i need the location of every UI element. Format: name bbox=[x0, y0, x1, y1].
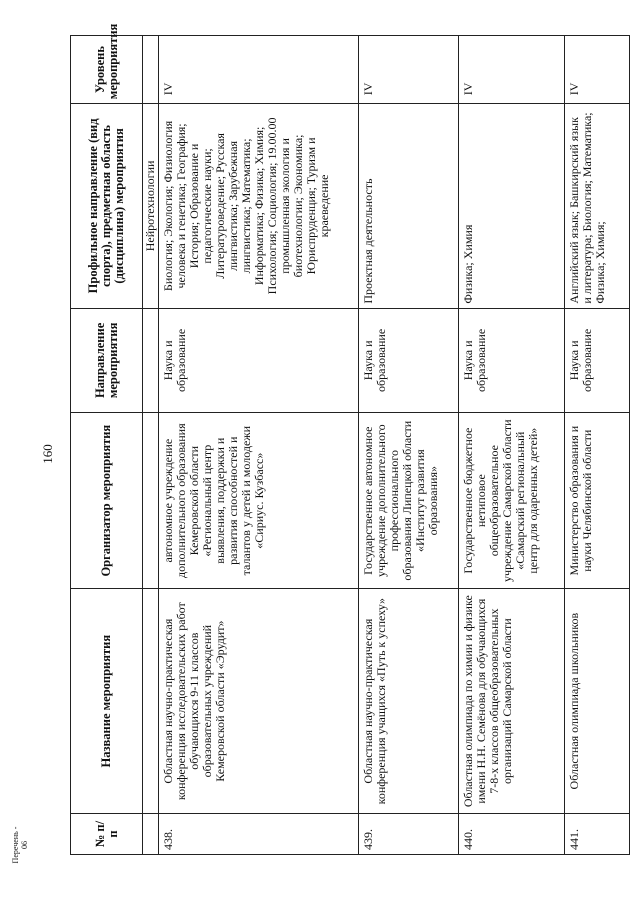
continuation-row bbox=[143, 36, 159, 855]
table-row bbox=[565, 36, 630, 855]
table-row bbox=[359, 36, 459, 855]
header-name: Название мероприятия bbox=[71, 589, 143, 814]
row-num: 438. bbox=[159, 814, 359, 855]
rotated-page bbox=[70, 23, 630, 855]
table-row bbox=[159, 36, 359, 855]
row-direction: Наука и образование bbox=[159, 308, 359, 413]
header-direction: Направление мероприятия bbox=[71, 308, 143, 413]
header-level: Уровень мероприятия bbox=[71, 36, 143, 104]
row-name: Областная научно-практическая конференция исследовательских работ обучающихся 9-11 классов образовательных учреждений Кемеровской области «Эрудит» bbox=[159, 589, 359, 814]
row-level: IV bbox=[159, 36, 359, 104]
row-organizer: автономное учреждение дополнительного образования Кемеровской области «Региональный центр выявления, поддержки и развития способностей и талантов у детей и молодежи «Сириус. Кузбасс» bbox=[159, 413, 359, 589]
header-organizer: Организатор мероприятия bbox=[71, 413, 143, 589]
row-name: Областная научно-практическая конференция учащихся «Путь к успеху» bbox=[359, 589, 459, 814]
row-num: 440. bbox=[459, 814, 565, 855]
row-organizer: Министерство образования и науки Челябинской области bbox=[565, 413, 630, 589]
footer-code: Перечень - 06 bbox=[11, 826, 29, 864]
row-level: IV bbox=[359, 36, 459, 104]
row-num: 439. bbox=[359, 814, 459, 855]
row-name: Областная олимпиада школьников bbox=[565, 589, 630, 814]
row-num: 441. bbox=[565, 814, 630, 855]
page-number: 160 bbox=[40, 444, 55, 464]
header-row bbox=[71, 36, 143, 855]
row-name: Областная олимпиада по химии и физике имени Н.Н. Семёнова для обучающихся 7-8-х классов общеобразовательных организаций Самарской области bbox=[459, 589, 565, 814]
row-organizer: Государственное автономное учреждение дополнительного профессионального образования Липецкой области «Институт развития образования» bbox=[359, 413, 459, 589]
row-direction: Наука и образование bbox=[459, 308, 565, 413]
row-profile: Проектная деятельность bbox=[359, 104, 459, 308]
row-profile: Физика; Химия bbox=[459, 104, 565, 308]
row-profile: Биология; Экология; Физиология человека и генетика; География; История; Образование и педагогические науки; Литературоведение; Русская лингвистика; Зарубежная лингвистика; Математика; Информатика; Физика; Химия; Психология; Социология; 19.00.00 промышленная экология и биотехнологии; Экономика; Юриспруденция; Туризм и краеведение bbox=[159, 104, 359, 308]
row-direction: Наука и образование bbox=[359, 308, 459, 413]
events-table bbox=[70, 23, 630, 855]
row-level: IV bbox=[459, 36, 565, 104]
table-row bbox=[459, 36, 565, 855]
header-num: № п/п bbox=[71, 814, 143, 855]
row-profile: Английский язык; Башкирский язык и литература; Биология; Математика; Физика; Химия; bbox=[565, 104, 630, 308]
row-direction: Наука и образование bbox=[565, 308, 630, 413]
row-organizer: Государственное бюджетное нетиповое общеобразовательное учреждение Самарской области «Самарский региональный центр для одаренных детей» bbox=[459, 413, 565, 589]
continuation-profile: Нейротехнологии bbox=[143, 104, 159, 308]
header-profile: Профильное направление (вид спорта), предметная область (дисциплина) мероприятия bbox=[71, 104, 143, 308]
row-level: IV bbox=[565, 36, 630, 104]
